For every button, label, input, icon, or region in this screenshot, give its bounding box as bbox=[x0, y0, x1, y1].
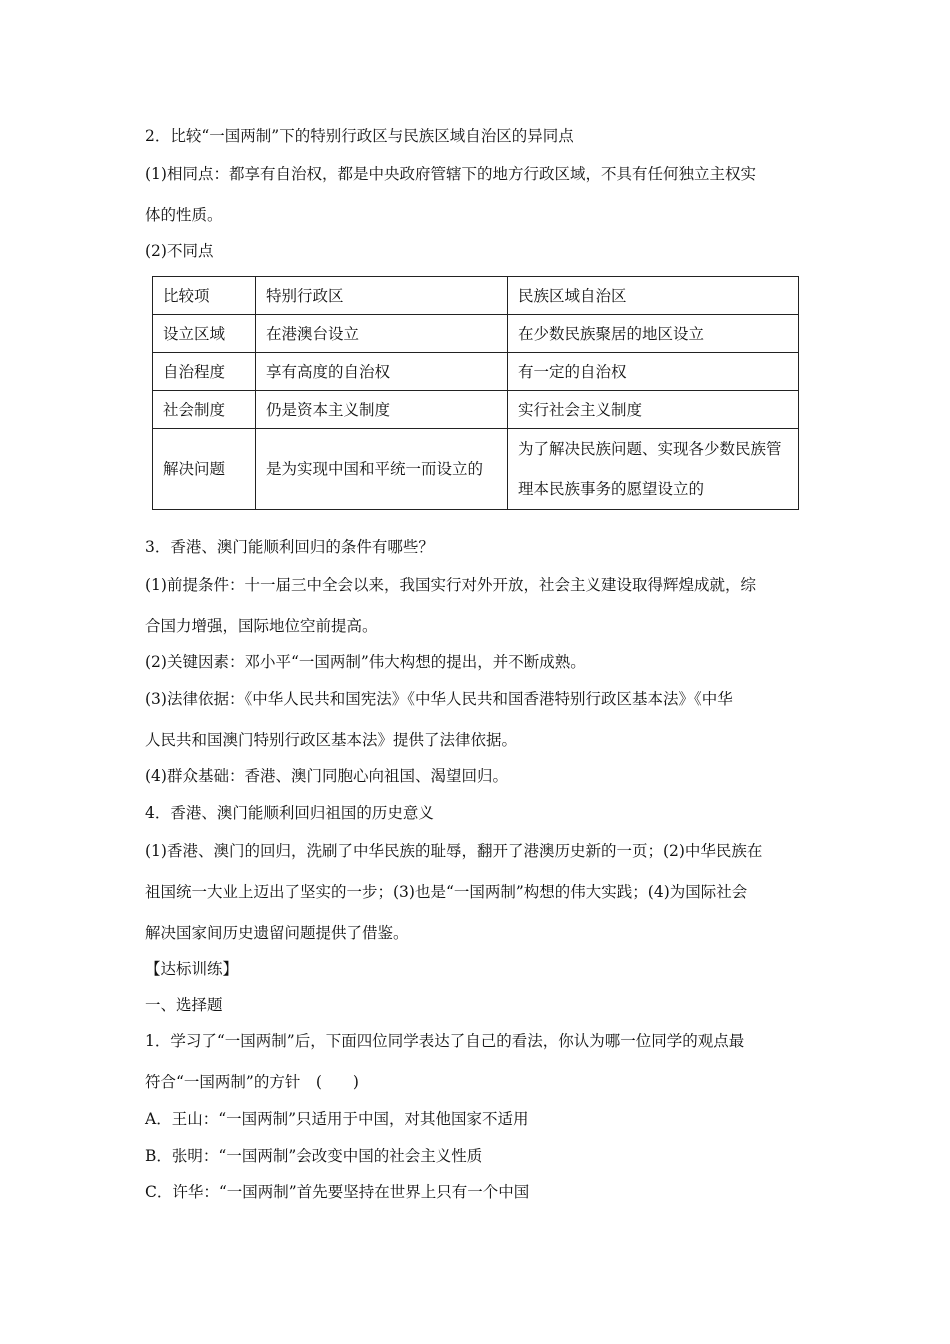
option-b: B．张明：“一国两制”会改变中国的社会主义性质 bbox=[145, 1147, 483, 1165]
section4-title: 4．香港、澳门能顺利回归祖国的历史意义 bbox=[145, 804, 434, 822]
section3-legal-line2: 人民共和国澳门特别行政区基本法》提供了法律依据。 bbox=[145, 731, 518, 749]
table-header-cell: 特别行政区 bbox=[256, 277, 508, 315]
table-cell: 设立区域 bbox=[153, 315, 256, 353]
table-header-cell: 比较项 bbox=[153, 277, 256, 315]
table-cell: 有一定的自治权 bbox=[508, 353, 799, 391]
section3-title: 3．香港、澳门能顺利回归的条件有哪些？ bbox=[145, 538, 434, 556]
table-cell: 在少数民族聚居的地区设立 bbox=[508, 315, 799, 353]
section3-premise-line2: 合国力增强，国际地位空前提高。 bbox=[145, 617, 378, 635]
section4-line1: (1)香港、澳门的回归，洗刷了中华民族的耻辱，翻开了港澳历史新的一页；(2)中华民族在 bbox=[145, 842, 763, 860]
table-row bbox=[153, 429, 799, 510]
table-row bbox=[153, 315, 799, 353]
section2-difference-label: (2)不同点 bbox=[145, 242, 214, 260]
section3-premise-line1: (1)前提条件：十一届三中全会以来，我国实行对外开放，社会主义建设取得辉煌成就，综 bbox=[145, 576, 756, 594]
section4-line2: 祖国统一大业上迈出了坚实的一步；(3)也是“一国两制”构想的伟大实践；(4)为国际社会 bbox=[145, 883, 748, 901]
section3-mass-basis: (4)群众基础：香港、澳门同胞心向祖国、渴望回归。 bbox=[145, 767, 508, 785]
section2-similarity-line2: 体的性质。 bbox=[145, 206, 223, 224]
table-row bbox=[153, 353, 799, 391]
option-c: C．许华：“一国两制”首先要坚持在世界上只有一个中国 bbox=[145, 1183, 530, 1201]
table-cell: 是为实现中国和平统一而设立的 bbox=[256, 429, 508, 510]
table-cell: 在港澳台设立 bbox=[256, 315, 508, 353]
table-header-cell: 民族区域自治区 bbox=[508, 277, 799, 315]
section3-legal-line1: (3)法律依据：《中华人民共和国宪法》《中华人民共和国香港特别行政区基本法》《中华 bbox=[145, 690, 733, 708]
table-cell: 自治程度 bbox=[153, 353, 256, 391]
table-cell: 解决问题 bbox=[153, 429, 256, 510]
multiple-choice-heading: 一、选择题 bbox=[145, 996, 223, 1014]
section3-key-factor: (2)关键因素：邓小平“一国两制”伟大构想的提出，并不断成熟。 bbox=[145, 653, 586, 671]
table-cell: 享有高度的自治权 bbox=[256, 353, 508, 391]
comparison-table bbox=[152, 276, 799, 510]
training-heading: 【达标训练】 bbox=[145, 960, 239, 978]
table-cell: 仍是资本主义制度 bbox=[256, 391, 508, 429]
question1-line2: 符合“一国两制”的方针 ( ) bbox=[145, 1073, 359, 1091]
table-cell: 实行社会主义制度 bbox=[508, 391, 799, 429]
table-header-row bbox=[153, 277, 799, 315]
option-a: A．王山：“一国两制”只适用于中国，对其他国家不适用 bbox=[145, 1110, 529, 1128]
table-row bbox=[153, 391, 799, 429]
table-cell: 社会制度 bbox=[153, 391, 256, 429]
question1-line1: 1．学习了“一国两制”后，下面四位同学表达了自己的看法，你认为哪一位同学的观点最 bbox=[145, 1032, 745, 1050]
section2-similarity-line1: (1)相同点：都享有自治权，都是中央政府管辖下的地方行政区域，不具有任何独立主权实 bbox=[145, 165, 756, 183]
section2-title: 2．比较“一国两制”下的特别行政区与民族区域自治区的异同点 bbox=[145, 127, 574, 145]
table-cell: 为了解决民族问题、实现各少数民族管理本民族事务的愿望设立的 bbox=[508, 429, 799, 510]
section4-line3: 解决国家间历史遗留问题提供了借鉴。 bbox=[145, 924, 409, 942]
